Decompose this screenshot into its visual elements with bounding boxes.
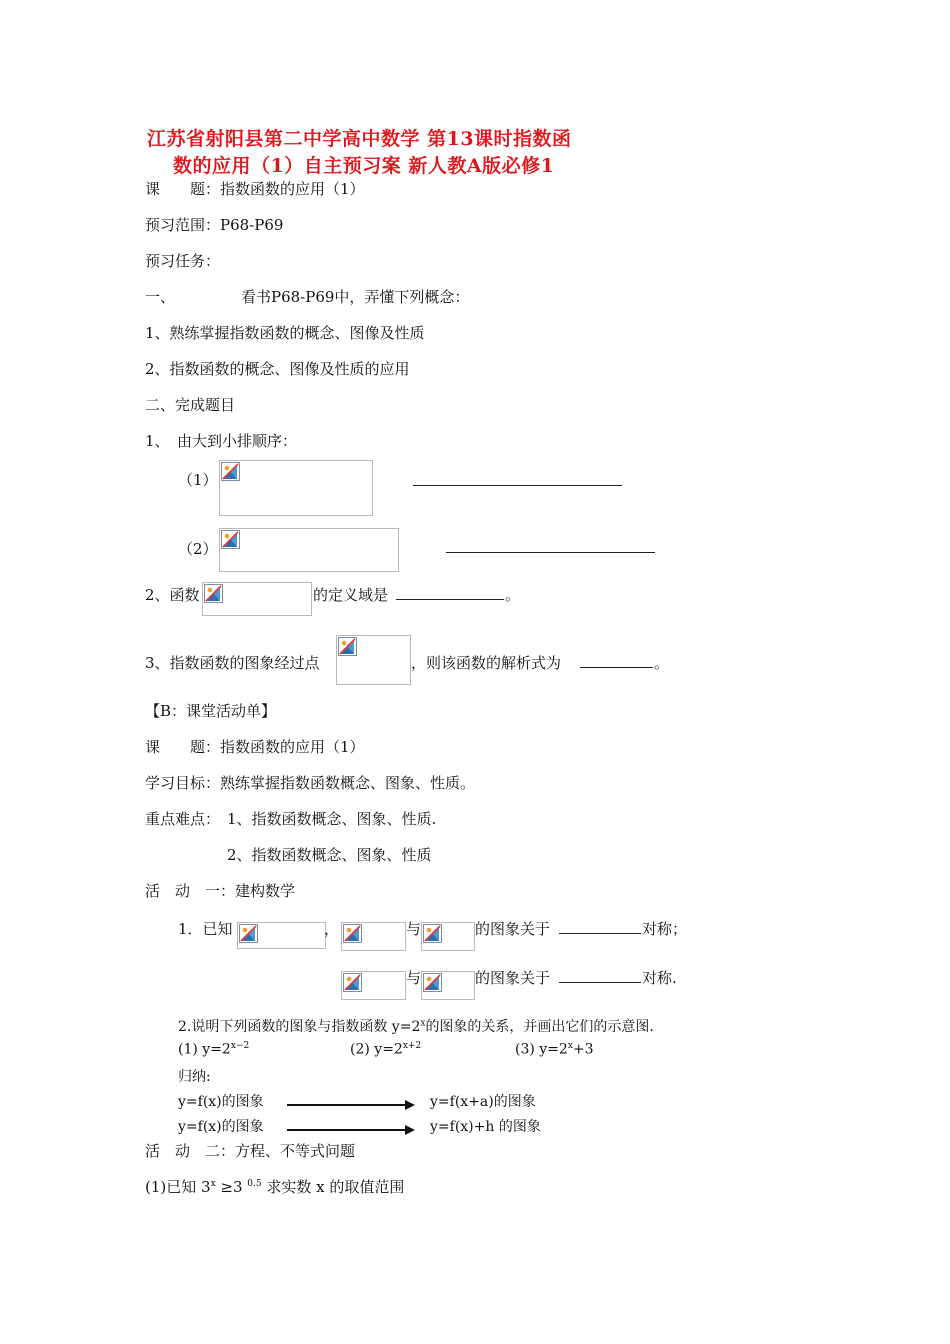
formula-image (421, 922, 475, 951)
rule-1-left: y=f(x)的图象 (178, 1094, 264, 1110)
lesson-value: 指数函数的应用（1） (220, 738, 365, 756)
key-point-1: 1、指数函数概念、图象、性质. (227, 810, 437, 828)
lesson-label: 课 题： (145, 180, 221, 198)
question-3-prefix: 3、指数函数的图象经过点 (145, 654, 320, 672)
exponent: x (420, 1018, 426, 1029)
formula-image (202, 582, 312, 616)
broken-image-icon (343, 973, 362, 992)
problem-text-end: 求实数 x 的取值范围 (261, 1178, 405, 1196)
and-text: 与 (406, 920, 422, 938)
arrow-line (287, 1104, 405, 1106)
formula-image (219, 528, 399, 572)
inequality: ≥3 (215, 1178, 248, 1196)
formula-image (341, 971, 406, 1000)
doc-title-line2: 数的应用（1）自主预习案 新人教A版必修1 (173, 155, 555, 177)
lesson-value: 指数函数的应用（1） (220, 180, 365, 198)
broken-image-icon (423, 924, 442, 943)
lesson-line (145, 178, 365, 199)
function-3-base: (3) y=2 (515, 1041, 568, 1058)
rule-2-left: y=f(x)的图象 (178, 1119, 264, 1135)
symmetry-end: 对称； (642, 920, 688, 938)
arrow-icon (405, 1125, 415, 1135)
concept-item-2: 2、指数函数的概念、图像及性质的应用 (145, 360, 410, 378)
question-2-text: 的定义域是 (313, 586, 389, 604)
arrow-icon (405, 1100, 415, 1110)
activity-1-heading: 活 动 一：建构数学 (145, 882, 296, 900)
item-2-text: 2.说明下列函数的图象与指数函数 y=2 (178, 1019, 421, 1035)
question-1: 1、 由大到小排顺序： (145, 432, 298, 450)
activity-1-item-2 (178, 1016, 654, 1036)
broken-image-icon (423, 973, 442, 992)
activity-1-prefix: 1．已知 (178, 920, 233, 938)
function-1 (178, 1041, 249, 1058)
answer-blank[interactable] (580, 667, 653, 668)
exponent: x (210, 1179, 216, 1189)
function-2-base: (2) y=2 (350, 1041, 403, 1058)
formula-image (219, 460, 373, 516)
item-2-text-end: 的图象的关系，并画出它们的示意图. (425, 1019, 654, 1035)
key-points-label: 重点难点： (145, 810, 221, 828)
exponent: x+2 (402, 1041, 422, 1051)
q1-sub-1-label: （1） (178, 471, 218, 489)
learning-goal: 学习目标：熟练掌握指数函数概念、图象、性质。 (145, 774, 476, 792)
answer-blank[interactable] (559, 933, 641, 934)
concept-item-1: 1、熟练掌握指数函数的概念、图像及性质 (145, 324, 425, 342)
comma: ， (324, 920, 340, 938)
exponent: 0.5 (247, 1179, 262, 1189)
function-1-base: (1) y=2 (178, 1041, 231, 1058)
symmetry-text: 的图象关于 (475, 920, 551, 938)
symmetry-end: 对称. (642, 969, 677, 987)
classroom-lesson-line (145, 736, 365, 757)
preview-scope: 预习范围：P68-P69 (145, 216, 284, 234)
rule-2-right: y=f(x)+h 的图象 (430, 1119, 541, 1135)
formula-image (341, 922, 406, 951)
function-3-tail: +3 (572, 1041, 594, 1058)
arrow-line (287, 1129, 405, 1131)
lesson-label: 课 题： (145, 738, 221, 756)
activity-2-heading: 活 动 二：方程、不等式问题 (145, 1142, 356, 1160)
question-2-prefix: 2、函数 (145, 586, 200, 604)
answer-blank[interactable] (559, 982, 641, 983)
broken-image-icon (239, 924, 258, 943)
symmetry-text: 的图象关于 (475, 969, 551, 987)
broken-image-icon (221, 530, 240, 549)
answer-blank[interactable] (413, 485, 622, 486)
problem-text: (1)已知 3 (145, 1178, 211, 1196)
exponent: x−2 (230, 1041, 250, 1051)
exponent: x (567, 1041, 573, 1051)
answer-blank[interactable] (446, 552, 655, 553)
summary-label: 归纳: (178, 1069, 211, 1085)
broken-image-icon (343, 924, 362, 943)
doc-title-line1: 江苏省射阳县第二中学高中数学 第13课时指数函 (147, 128, 572, 150)
part1-number: 一、 (145, 288, 176, 306)
broken-image-icon (204, 584, 223, 603)
rule-1-right: y=f(x+a)的图象 (430, 1094, 536, 1110)
classroom-header: 【B：课堂活动单】 (145, 702, 277, 720)
formula-image (336, 635, 411, 685)
q1-sub-2-label: （2） (178, 540, 218, 558)
preview-tasks: 预习任务： (145, 252, 221, 270)
formula-image (421, 971, 475, 1000)
formula-image (237, 922, 326, 949)
key-point-2: 2、指数函数概念、图象、性质 (227, 846, 432, 864)
activity-2-problem-1 (145, 1176, 404, 1197)
question-3-text: ，则该函数的解析式为 (411, 654, 562, 672)
function-3 (515, 1041, 594, 1058)
question-3-end: 。 (654, 654, 670, 672)
part2-heading: 二、完成题目 (145, 396, 236, 414)
broken-image-icon (338, 637, 357, 656)
answer-blank[interactable] (396, 599, 504, 600)
function-2 (350, 1041, 421, 1058)
broken-image-icon (221, 462, 240, 481)
question-2-end: 。 (505, 586, 521, 604)
and-text: 与 (406, 969, 422, 987)
part1-text: 看书P68-P69中，弄懂下列概念： (241, 288, 470, 306)
